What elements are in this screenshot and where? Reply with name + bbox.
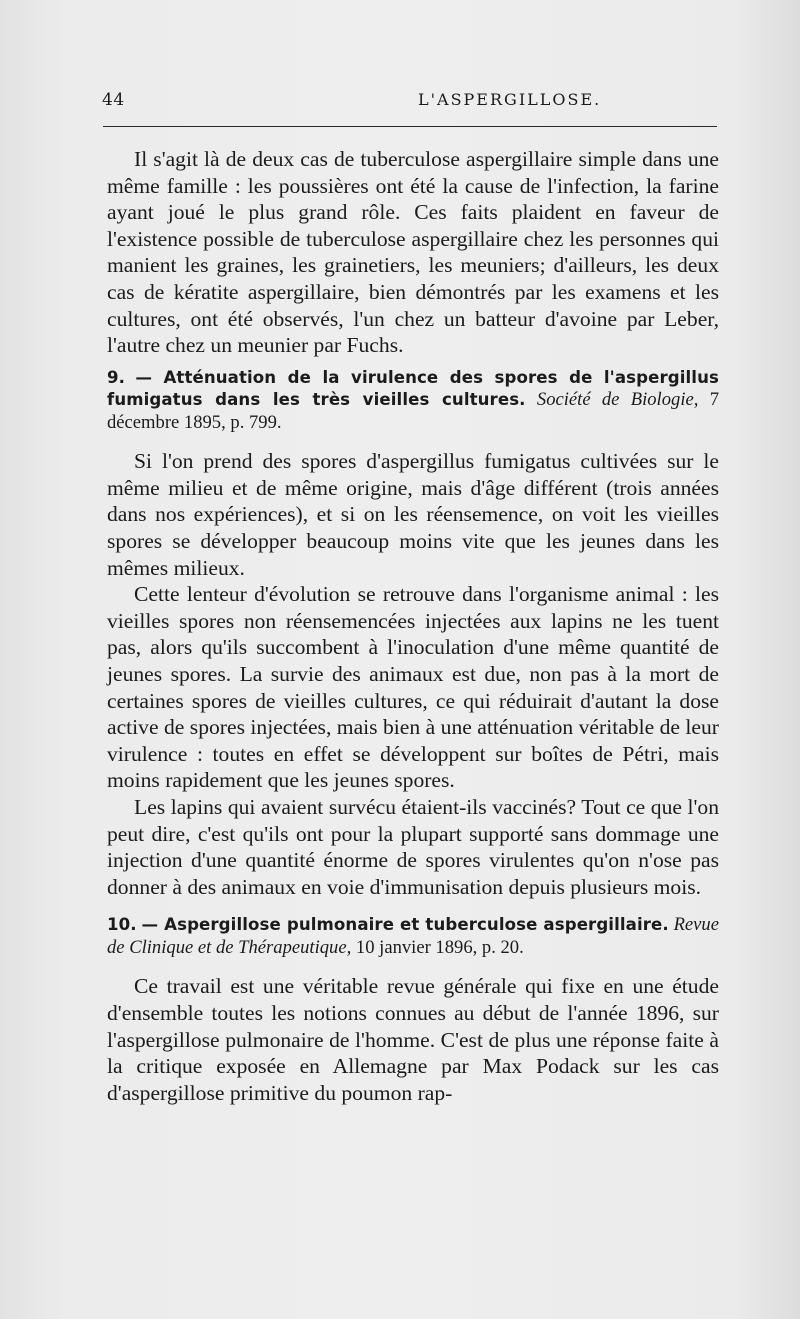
paragraph: Si l'on prend des spores d'aspergillus fumigatus cultivées sur le même milieu et de même origine, mais d'âge différent (trois années dans nos expériences), et si on les réensemence, on voit les vieilles spores se développer beaucoup moins vite que les jeunes dans les mêmes milieux. (107, 449, 719, 580)
entry-number: 9. (107, 367, 126, 387)
entry-title: — Atténuation de la virulence des spores de l'aspergillus fumigatus dans les très vieilles cultures. (107, 367, 719, 410)
running-title: L'ASPERGILLOSE. (418, 90, 602, 109)
entry-number: 10. (107, 915, 137, 935)
bibliography-entry-10 (107, 914, 719, 959)
entry-date: 10 janvier 1896, p. 20. (355, 936, 524, 958)
entry-source: Société de Biologie, (536, 389, 699, 411)
paragraph-intro: Il s'agit là de deux cas de tuberculose aspergillaire simple dans une même famille : les poussières ont été la cause de l'infection, la farine ayant joué le plus grand rôle. Ces faits plaident en faveur de l'existence possible de tuberculose aspergillaire chez les personnes qui manient les graines, les grainetiers, les meuniers; d'ailleurs, les deux cas de kératite aspergillaire, bien démontrés par les examens et les cultures, ont été observés, l'un chez un batteur d'avoine par Leber, l'autre chez un meunier par Fuchs. (107, 147, 719, 358)
header-rule (103, 126, 717, 127)
entry-source: Revue de Clinique et de Thérapeutique, (107, 914, 719, 958)
paragraph: Cette lenteur d'évolution se retrouve dans l'organisme animal : les vieilles spores non réensemencées injectées aux lapins ne les tuent pas, alors qu'ils succombent à l'inoculation d'une même quantité de jeunes spores. La survie des animaux est due, non pas à la mort de certaines spores de vieilles cultures, ce qui réduirait d'autant la dose active de spores injectées, mais bien à une atténuation véritable de leur virulence : toutes en effet se développent sur boîtes de Pétri, mais moins rapidement que les jeunes spores. (107, 582, 719, 793)
bibliography-entry-9 (107, 367, 719, 435)
paragraph: Ce travail est une véritable revue générale qui fixe en une étude d'ensemble toutes les notions connues au début de l'année 1896, sur l'aspergillose pulmonaire de l'homme. C'est de plus une réponse faite à la critique exposée en Allemagne par Max Podack sur les cas d'aspergillose primitive du poumon rap- (107, 974, 719, 1105)
page-number: 44 (102, 90, 125, 110)
page-header (100, 86, 718, 116)
paragraph: Les lapins qui avaient survécu étaient-ils vaccinés? Tout ce que l'on peut dire, c'est qu'ils ont pour la plupart supporté sans dommage une injection d'une quantité énorme de spores virulentes qu'on n'ose pas donner à des animaux en voie d'immunisation depuis plusieurs mois. (107, 794, 719, 899)
entry-title: — Aspergillose pulmonaire et tuberculose aspergillaire. (141, 915, 669, 935)
page-body (107, 146, 719, 1106)
entry-date: 7 décembre 1895, p. 799. (107, 389, 719, 433)
